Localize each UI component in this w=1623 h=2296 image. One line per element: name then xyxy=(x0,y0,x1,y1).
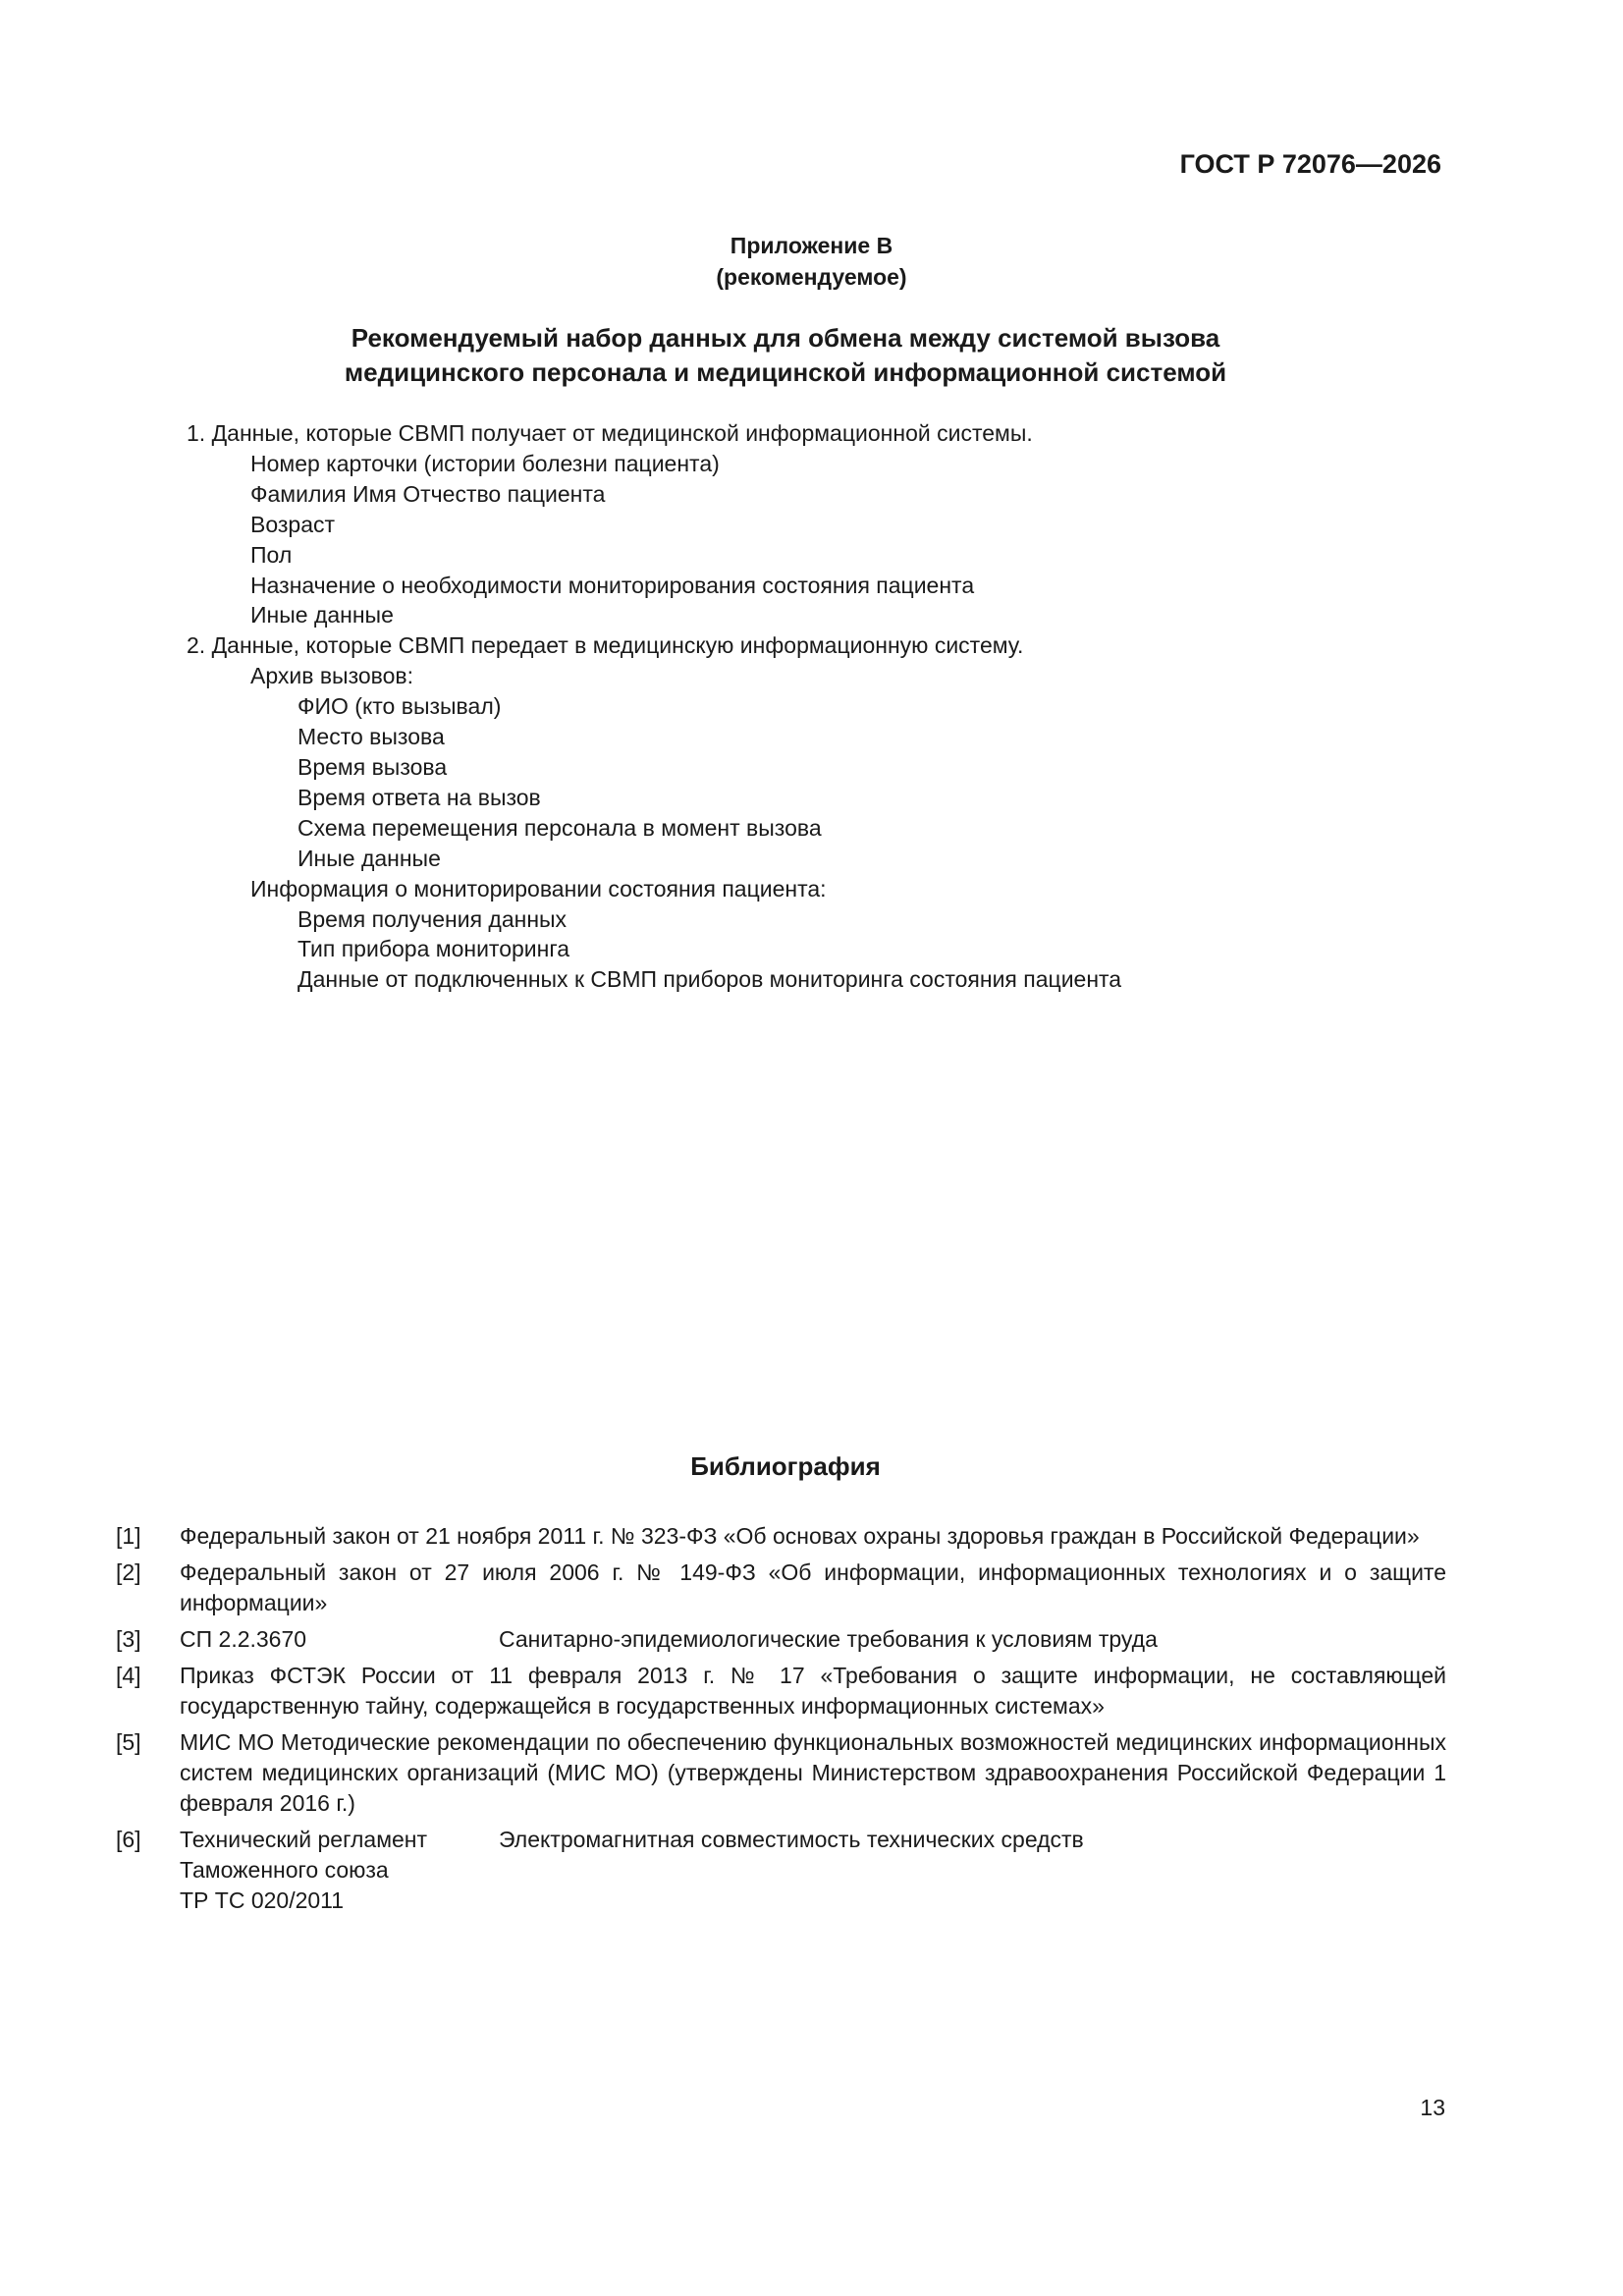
annex-title: Приложение В xyxy=(730,233,893,258)
bibliography-code-line: Технический регламент xyxy=(180,1827,428,1852)
bibliography-entry xyxy=(116,1624,1446,1655)
archive-item: Схема перемещения персонала в момент вызова xyxy=(298,814,822,841)
bibliography-number: [3] xyxy=(116,1626,141,1652)
monitoring-item: Время получения данных xyxy=(298,905,568,932)
bibliography-list xyxy=(116,1521,1446,1922)
annex-heading-line-2: медицинского персонала и медицинской информационной системой xyxy=(344,357,1227,387)
data-set-list xyxy=(0,418,1623,995)
bibliography-code-line: ТР ТС 020/2011 xyxy=(180,1887,345,1913)
monitoring-label: Информация о мониторировании состояния пациента: xyxy=(250,875,827,902)
archive-item: Время ответа на вызов xyxy=(298,784,541,810)
list-subitem: Иные данные xyxy=(250,602,394,629)
bibliography-entry xyxy=(116,1825,1446,1916)
bibliography-entry xyxy=(116,1727,1446,1819)
bibliography-number: [1] xyxy=(116,1523,141,1549)
bibliography-text: Федеральный закон от 27 июля 2006 г. № 149-ФЗ «Об информации, информационных технологиях и о защите информации» xyxy=(180,1559,1446,1615)
bibliography-title: Библиография xyxy=(690,1451,881,1481)
bibliography-number: [2] xyxy=(116,1559,141,1585)
list-subitem: Фамилия Имя Отчество пациента xyxy=(250,480,606,507)
bibliography-code: СП 2.2.3670 xyxy=(180,1626,307,1652)
archive-item: Иные данные xyxy=(298,845,441,871)
bibliography-description: Электромагнитная совместимость технических средств xyxy=(499,1827,1084,1852)
list-subitem: Назначение о необходимости мониторирования состояния пациента xyxy=(250,572,975,598)
archive-item: ФИО (кто вызывал) xyxy=(298,693,502,720)
list-subitem: Возраст xyxy=(250,511,336,537)
bibliography-text: Приказ ФСТЭК России от 11 февраля 2013 г. № 17 «Требования о защите информации, не составляющей государственную тайну, содержащейся в государственных информационных системах» xyxy=(180,1663,1446,1719)
archive-label: Архив вызовов: xyxy=(250,663,414,689)
page-number: 13 xyxy=(1420,2095,1445,2120)
annex-heading-line-1: Рекомендуемый набор данных для обмена между системой вызова xyxy=(351,323,1220,353)
annex-kind: (рекомендуемое) xyxy=(716,264,907,290)
bibliography-text: МИС МО Методические рекомендации по обеспечению функциональных возможностей медицинских информационных систем медицинских организаций (МИС МО) (утверждены Министерством здравоохранения Российской Федерации 1 февраля 2016 г.) xyxy=(180,1729,1446,1816)
document-code: ГОСТ Р 72076—2026 xyxy=(1179,149,1441,179)
archive-item: Место вызова xyxy=(298,724,445,750)
bibliography-description: Санитарно-эпидемиологические требования к условиям труда xyxy=(499,1626,1158,1652)
bibliography-entry xyxy=(116,1521,1446,1552)
list-subitem: Номер карточки (истории болезни пациента) xyxy=(250,450,720,476)
bibliography-code xyxy=(180,1825,499,1916)
monitoring-item: Тип прибора мониторинга xyxy=(298,936,569,962)
list-subitem: Пол xyxy=(250,541,293,568)
list-item-1: 1. Данные, которые СВМП получает от медицинской информационной системы. xyxy=(187,420,1033,446)
bibliography-text: Федеральный закон от 21 ноября 2011 г. № 323-ФЗ «Об основах охраны здоровья граждан в Российской Федерации» xyxy=(180,1523,1420,1549)
monitoring-item: Данные от подключенных к СВМП приборов мониторинга состояния пациента xyxy=(298,966,1122,993)
bibliography-entry xyxy=(116,1661,1446,1722)
bibliography-entry xyxy=(116,1558,1446,1618)
bibliography-code-line: Таможенного союза xyxy=(180,1857,389,1883)
bibliography-number: [4] xyxy=(116,1663,141,1688)
list-item-2: 2. Данные, которые СВМП передает в медицинскую информационную систему. xyxy=(187,632,1024,659)
bibliography-number: [5] xyxy=(116,1729,141,1755)
archive-item: Время вызова xyxy=(298,753,448,780)
bibliography-number: [6] xyxy=(116,1827,141,1852)
